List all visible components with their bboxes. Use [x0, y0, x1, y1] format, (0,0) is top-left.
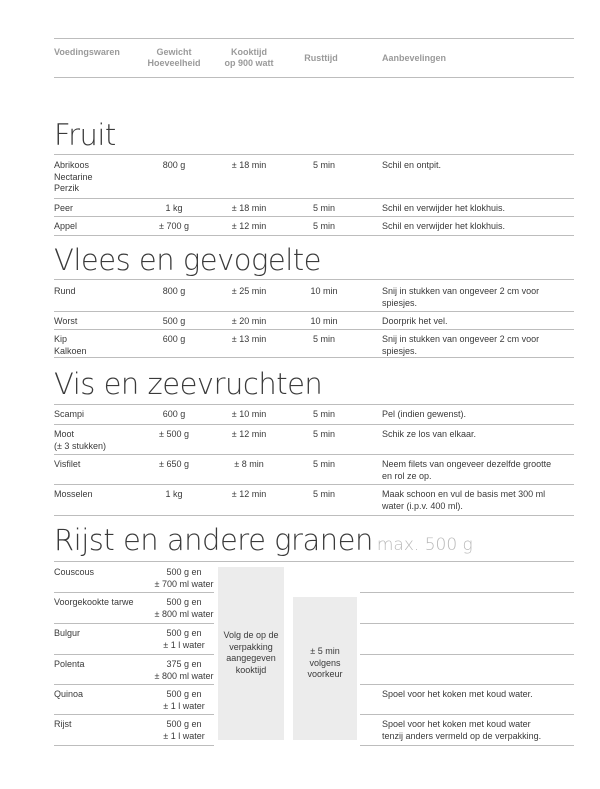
grain-row-food: Bulgur [54, 628, 81, 638]
row-rest-time: 5 min [312, 203, 335, 213]
row-weight: ± 500 g [159, 429, 189, 439]
grain-row-rule-left [54, 592, 214, 593]
row-food: Appel [54, 221, 78, 231]
row-rule [54, 424, 574, 425]
row-advice: Pel (indien gewenst). [382, 409, 467, 419]
grain-row-rule-right [360, 684, 574, 685]
grain-row-food: Rijst [54, 719, 72, 729]
grain-row-rule-right [360, 714, 574, 715]
row-food: Abrikoos Nectarine Perzik [54, 160, 93, 193]
row-cook-time: ± 18 min [231, 160, 267, 170]
row-rule [54, 311, 574, 312]
row-weight: 600 g [162, 409, 186, 419]
grain-row-rule-right [360, 592, 574, 593]
grain-row-rule-left [54, 684, 214, 685]
row-weight: 1 kg [165, 203, 183, 213]
row-food: Kip Kalkoen [54, 334, 87, 356]
merged-rest-time-text: ± 5 min volgens voorkeur [307, 646, 343, 679]
row-rest-time: 5 min [312, 459, 335, 469]
grain-row-rule-left [54, 623, 214, 624]
row-cook-time: ± 8 min [234, 459, 264, 469]
row-rest-time: 5 min [312, 160, 335, 170]
grain-row-rule-right [360, 745, 574, 746]
header-advice: Aanbevelingen [382, 53, 447, 63]
row-weight: 600 g [162, 334, 186, 344]
row-advice: Neem filets van ongeveer dezelfde grootte en rol ze op. [382, 459, 552, 481]
row-cook-time: ± 12 min [231, 489, 267, 499]
merged-cook-time-text: Volg de op de verpakking aangegeven kooktijd [223, 630, 279, 675]
row-food: Mosselen [54, 489, 93, 499]
row-rule [54, 515, 574, 516]
grain-row-rule-right [360, 654, 574, 655]
header-cook-time: Kooktijd op 900 watt [224, 47, 274, 68]
header-food: Voedingswaren [54, 47, 120, 57]
row-rule [54, 235, 574, 236]
row-rest-time: 5 min [312, 221, 335, 231]
cooking-table [54, 0, 574, 789]
row-food: Visfilet [54, 459, 81, 469]
row-cook-time: ± 12 min [231, 429, 267, 439]
grain-row-weight: 500 g en ± 1 l water [163, 719, 205, 741]
grain-row-weight: 500 g en ± 700 ml water [154, 567, 214, 589]
row-rest-time: 10 min [310, 316, 338, 326]
row-cook-time: ± 12 min [231, 221, 267, 231]
row-advice: Maak schoon en vul de basis met 300 ml water (i.p.v. 400 ml). [382, 489, 546, 511]
grain-row-rule-left [54, 714, 214, 715]
row-cook-time: ± 25 min [231, 286, 267, 296]
section-rule [54, 279, 574, 280]
row-rule [54, 329, 574, 330]
grains-title: Rijst en andere granen [54, 523, 373, 557]
row-weight: ± 700 g [159, 221, 189, 231]
grain-row-rule-left [54, 745, 214, 746]
row-advice: Snij in stukken van ongeveer 2 cm voor spiesjes. [382, 334, 540, 356]
row-weight: 1 kg [165, 489, 183, 499]
grain-row-food: Quinoa [54, 689, 84, 699]
row-weight: 800 g [162, 286, 186, 296]
section-rule [54, 561, 574, 562]
section-title: Vis en zeevruchten [54, 367, 323, 401]
row-rest-time: 5 min [312, 409, 335, 419]
grains-subtitle: max. 500 g [376, 535, 473, 555]
row-food: Moot (± 3 stukken) [54, 429, 106, 451]
row-advice: Snij in stukken van ongeveer 2 cm voor spiesjes. [382, 286, 540, 308]
section-title: Fruit [54, 118, 116, 152]
row-advice: Schil en ontpit. [382, 160, 442, 170]
grain-row-rule-left [54, 654, 214, 655]
table-top-rule [54, 38, 574, 39]
grain-row-food: Couscous [54, 567, 95, 577]
row-rest-time: 5 min [312, 489, 335, 499]
grain-row-rule-right [360, 623, 574, 624]
row-rest-time: 5 min [312, 429, 335, 439]
grain-row-weight: 500 g en ± 1 l water [163, 689, 205, 711]
row-food: Rund [54, 286, 76, 296]
section-title-grains [54, 524, 473, 561]
row-weight: 500 g [162, 316, 186, 326]
grain-row-food: Voorgekookte tarwe [54, 597, 134, 607]
grain-row-food: Polenta [54, 659, 85, 669]
row-rule [54, 198, 574, 199]
section-rule [54, 154, 574, 155]
header-rest-time: Rusttijd [304, 53, 338, 63]
row-weight: 800 g [162, 160, 186, 170]
row-rule [54, 454, 574, 455]
row-advice: Schik ze los van elkaar. [382, 429, 477, 439]
row-rest-time: 10 min [310, 286, 338, 296]
row-rule [54, 484, 574, 485]
header-weight: Gewicht Hoeveelheid [147, 47, 201, 68]
row-rest-time: 5 min [312, 334, 335, 344]
row-food: Peer [54, 203, 74, 213]
grain-row-advice: Spoel voor het koken met koud water tenzij anders vermeld op de verpakking. [382, 719, 542, 741]
grain-row-weight: 500 g en ± 1 l water [163, 628, 205, 650]
grain-row-weight: 500 g en ± 800 ml water [154, 597, 214, 619]
row-advice: Schil en verwijder het klokhuis. [382, 221, 506, 231]
section-rule [54, 404, 574, 405]
row-cook-time: ± 10 min [231, 409, 267, 419]
row-food: Scampi [54, 409, 85, 419]
row-rule [54, 216, 574, 217]
row-rule [54, 357, 574, 358]
row-cook-time: ± 20 min [231, 316, 267, 326]
grain-row-weight: 375 g en ± 800 ml water [154, 659, 214, 681]
row-food: Worst [54, 316, 78, 326]
grain-row-advice: Spoel voor het koken met koud water. [382, 689, 533, 699]
row-advice: Doorprik het vel. [382, 316, 448, 326]
section-title: Vlees en gevogelte [54, 243, 322, 277]
row-cook-time: ± 18 min [231, 203, 267, 213]
header-bottom-rule [54, 77, 574, 78]
row-cook-time: ± 13 min [231, 334, 267, 344]
row-advice: Schil en verwijder het klokhuis. [382, 203, 506, 213]
row-weight: ± 650 g [159, 459, 189, 469]
